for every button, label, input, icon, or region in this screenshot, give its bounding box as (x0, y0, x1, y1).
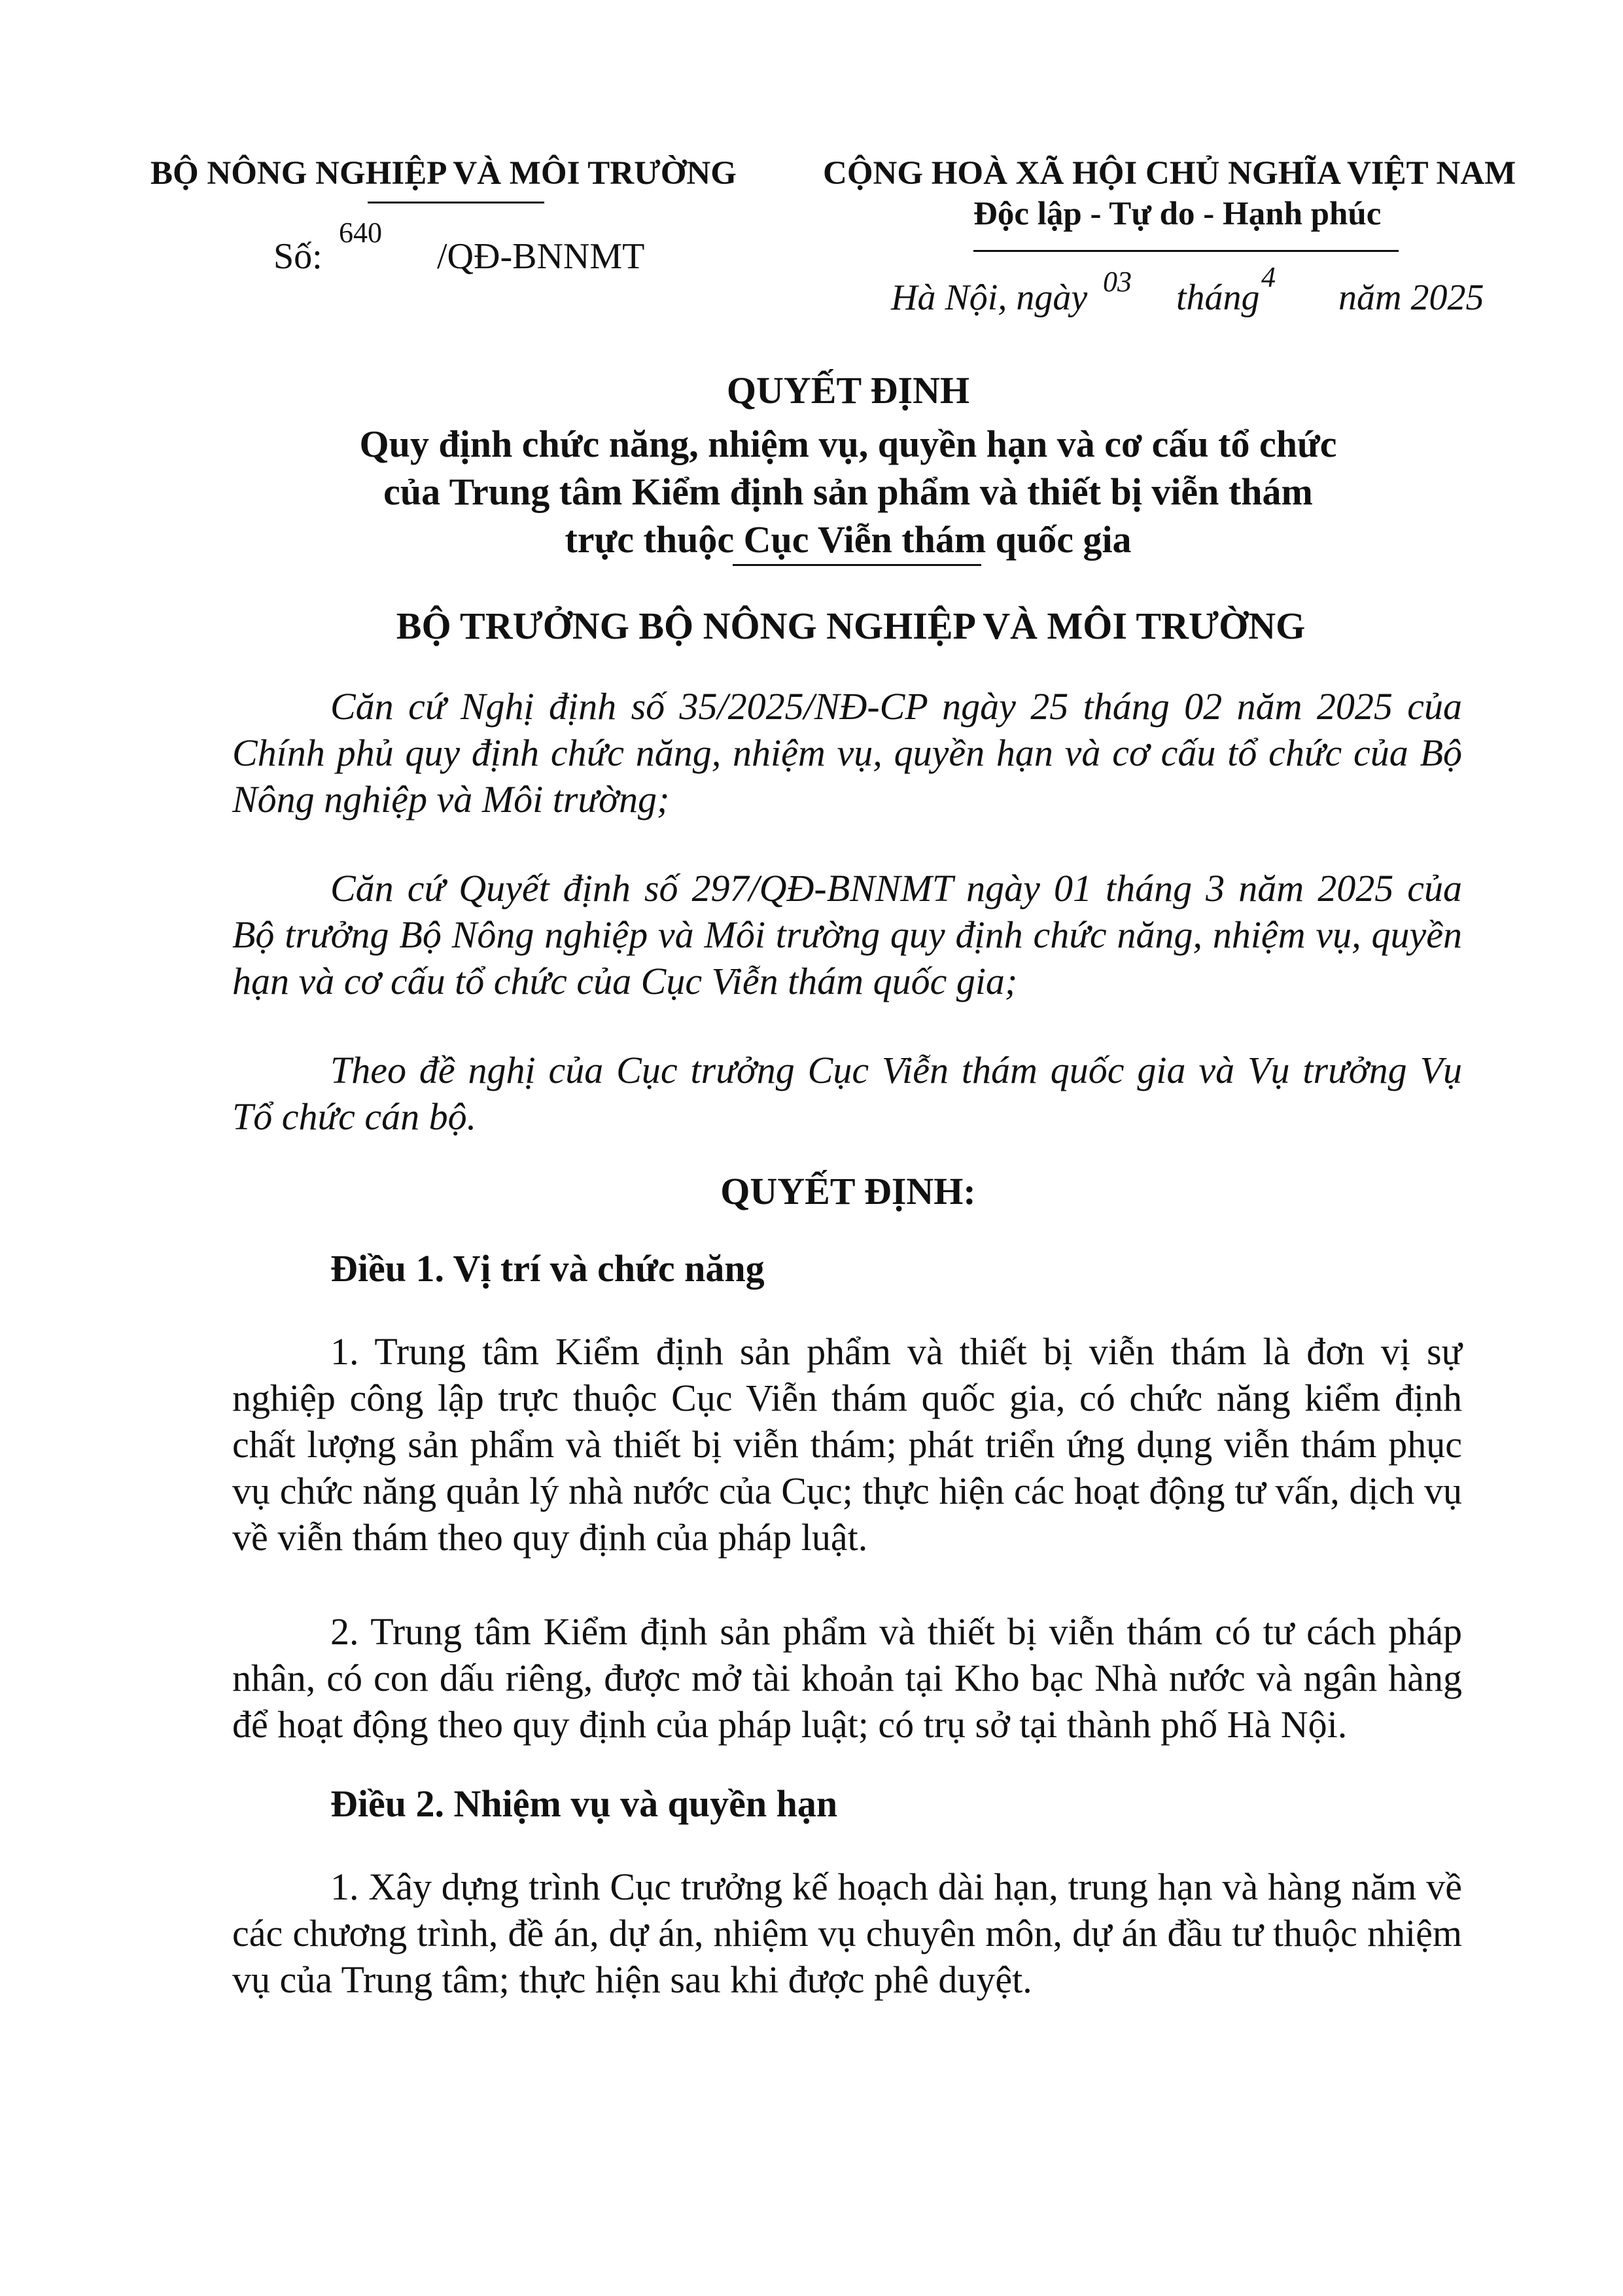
date-place: Hà Nội, ngày (891, 277, 1088, 318)
motto-underline (973, 250, 1399, 252)
subtitle-line-1: Quy định chức năng, nhiệm vụ, quyền hạn và cơ cấu tổ chức (359, 423, 1337, 465)
date-day: 03 (1103, 266, 1132, 298)
issuing-authority: BỘ TRƯỞNG BỘ NÔNG NGHIỆP VÀ MÔI TRƯỜNG (396, 605, 1306, 647)
article-1-clause-2: 2. Trung tâm Kiểm định sản phẩm và thiết bị viễn thám có tư cách pháp nhân, có con dấu riêng, được mở tài khoản tại Kho bạc Nhà nước và ngân hàng để hoạt động theo quy định của pháp luật; có trụ sở tại thành phố Hà Nội. (232, 1610, 1462, 1746)
article-1-heading: Điều 1. Vị trí và chức năng (330, 1247, 765, 1290)
article-2-heading: Điều 2. Nhiệm vụ và quyền hạn (330, 1782, 838, 1825)
title-underline (733, 564, 981, 566)
preamble-paragraph-3: Theo đề nghị của Cục trưởng Cục Viễn thám quốc gia và Vụ trưởng Vụ Tổ chức cán bộ. (232, 1049, 1462, 1138)
doc-number-handwritten: 640 (339, 217, 382, 249)
national-motto: Độc lập - Tự do - Hạnh phúc (973, 196, 1382, 232)
date-month-label: tháng (1176, 277, 1260, 318)
subtitle-line-2: của Trung tâm Kiểm định sản phẩm và thiết bị viễn thám (383, 470, 1313, 513)
decision-title: QUYẾT ĐỊNH (726, 369, 970, 412)
decision-heading: QUYẾT ĐỊNH: (720, 1170, 976, 1212)
date-year: năm 2025 (1338, 277, 1484, 318)
article-1-clause-1: 1. Trung tâm Kiểm định sản phẩm và thiết bị viễn thám là đơn vị sự nghiệp công lập trực thuộc Cục Viễn thám quốc gia, có chức năng kiểm định chất lượng sản phẩm và thiết bị viễn thám; phát triển ứng dụng viễn thám phục vụ chức năng quản lý nhà nước của Cục; thực hiện các hoạt động tư vấn, dịch vụ về viễn thám theo quy định của pháp luật. (232, 1330, 1462, 1559)
article-2-clause-1: 1. Xây dựng trình Cục trưởng kế hoạch dài hạn, trung hạn và hàng năm về các chương trình, đề án, dự án, nhiệm vụ chuyên môn, dự án đầu tư thuộc nhiệm vụ của Trung tâm; thực hiện sau khi được phê duyệt. (232, 1865, 1462, 2001)
date-month: 4 (1261, 261, 1276, 293)
preamble-paragraph-2: Căn cứ Quyết định số 297/QĐ-BNNMT ngày 01 tháng 3 năm 2025 của Bộ trưởng Bộ Nông nghiệp và Môi trường quy định chức năng, nhiệm vụ, quyền hạn và cơ cấu tổ chức của Cục Viễn thám quốc gia; (232, 867, 1462, 1002)
doc-number-suffix: /QĐ-BNNMT (437, 236, 645, 277)
ministry-name: BỘ NÔNG NGHIỆP VÀ MÔI TRƯỜNG (150, 155, 737, 192)
doc-number-prefix: Số: (273, 236, 323, 277)
subtitle-line-3: trực thuộc Cục Viễn thám quốc gia (565, 518, 1132, 561)
ministry-underline (368, 202, 544, 203)
preamble-paragraph-1: Căn cứ Nghị định số 35/2025/NĐ-CP ngày 25 tháng 02 năm 2025 của Chính phủ quy định chức năng, nhiệm vụ, quyền hạn và cơ cấu tổ chức của Bộ Nông nghiệp và Môi trường; (232, 685, 1462, 821)
country-name: CỘNG HOÀ XÃ HỘI CHỦ NGHĨA VIỆT NAM (823, 155, 1516, 192)
